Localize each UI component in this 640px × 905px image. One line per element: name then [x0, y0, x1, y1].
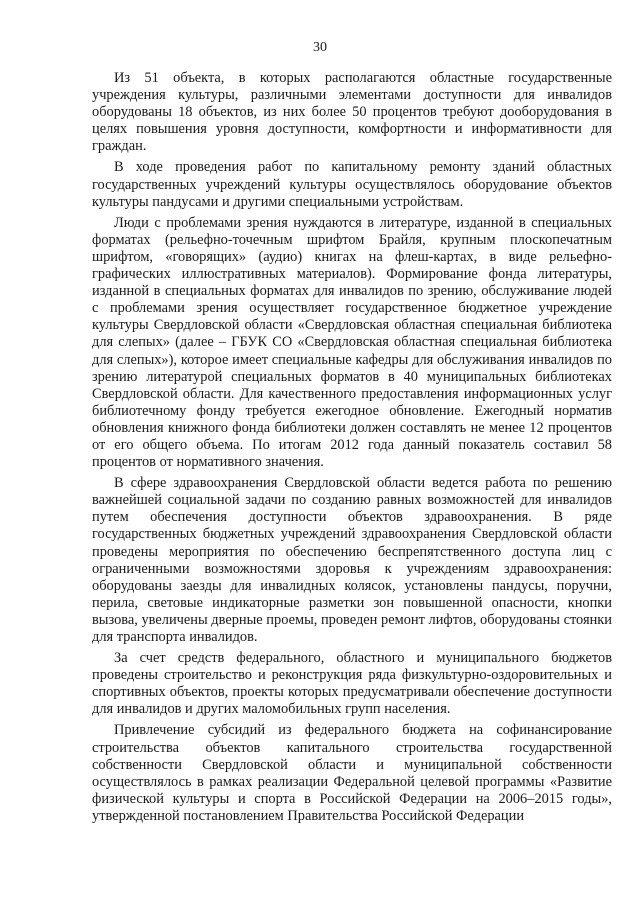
paragraph: Привлечение субсидий из федерального бюджета на софинансирование строительства объектов капитального строительства государственной собственности Свердловской области и муниципальной собственности осуществлялось в рамках реализации Федеральной целевой программы «Развитие физической культуры и спорта в Российской Федерации на 2006–2015 годы», утвержденной постановлением Правительства Российской Федерации — [92, 722, 612, 824]
paragraph: Из 51 объекта, в которых располагаются областные государственные учреждения культуры, различными элементами доступности для инвалидов оборудованы 18 объектов, из них более 50 процентов требуют дооборудования в целях повышения уровня доступности, комфортности и информативности для граждан. — [92, 70, 612, 155]
paragraph: За счет средств федерального, областного и муниципального бюджетов проведены строительство и реконструкция ряда физкультурно-оздоровительных и спортивных объектов, проекты которых предусматривали обеспечение доступности для инвалидов и других маломобильных групп населения. — [92, 650, 612, 718]
paragraph: В ходе проведения работ по капитальному ремонту зданий областных государственных учреждений культуры осуществлялось оборудование объектов культуры пандусами и другими специальными устройствам. — [92, 159, 612, 210]
paragraph: Люди с проблемами зрения нуждаются в литературе, изданной в специальных форматах (рельефно-точечным шрифтом Брайля, крупным плоскопечатным шрифтом, «говорящих» (аудио) книгах на флеш-картах, в виде рельефно-графических иллюстративных материалов). Формирование фонда литературы, изданной в специальных форматах для инвалидов по зрению, обслуживание людей с проблемами зрения осуществляет государственное бюджетное учреждение культуры Свердловской области «Свердловская областная специальная библиотека для слепых» (далее – ГБУК СО «Свердловская областная специальная библиотека для слепых»), которое имеет специальные кафедры для обслуживания инвалидов по зрению литературой специальных форматов в 40 муниципальных библиотеках Свердловской области. Для качественного предоставления информационных услуг библиотечному фонду требуется ежегодное обновление. Ежегодный норматив обновления книжного фонда библиотеки должен составлять не менее 12 процентов от его общего объема. По итогам 2012 года данный показатель составил 58 процентов от нормативного значения. — [92, 214, 612, 471]
body-text — [92, 70, 612, 829]
page-number: 30 — [313, 40, 327, 55]
paragraph: В сфере здравоохранения Свердловской области ведется работа по решению важнейшей социальной задачи по созданию равных возможностей для инвалидов путем обеспечения доступности объектов здравоохранения. В ряде государственных бюджетных учреждений здравоохранения Свердловской области проведены мероприятия по обеспечению беспрепятственного доступа лиц с ограниченными возможностями здоровья к учреждениям здравоохранения: оборудованы заезды для инвалидных колясок, установлены пандусы, поручни, перила, световые индикаторные разметки зон повышенной опасности, кнопки вызова, увеличены дверные проемы, проведен ремонт лифтов, оборудованы стоянки для транспорта инвалидов. — [92, 475, 612, 645]
